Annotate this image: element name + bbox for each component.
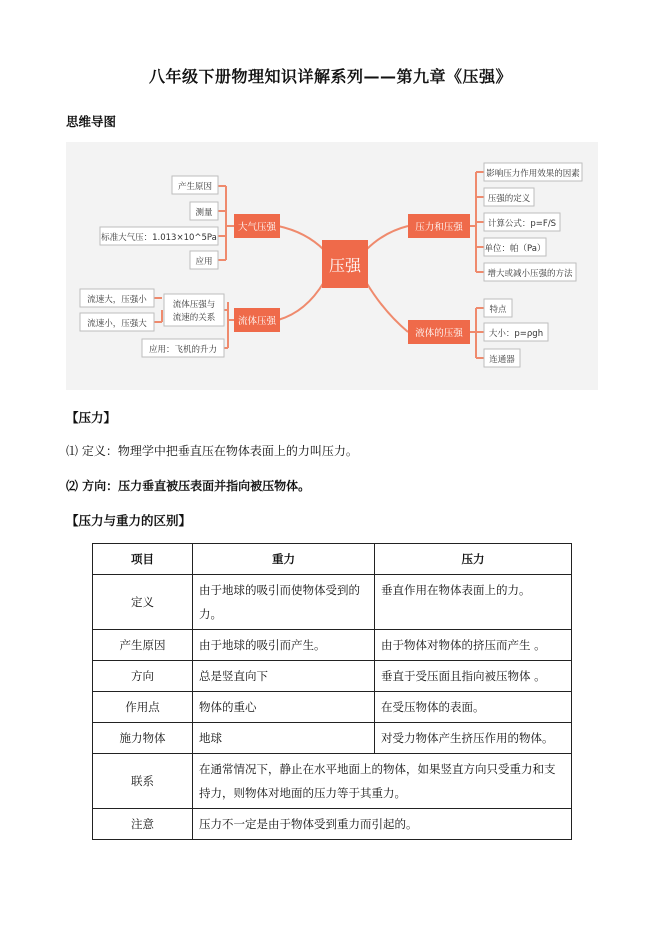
mindmap-heading: 思维导图: [66, 114, 117, 129]
header-item: 项目: [93, 544, 193, 575]
fluid-leaf: 流速大，压强小: [87, 295, 147, 305]
table-row: [93, 575, 572, 630]
row-label: 方向: [93, 661, 193, 692]
center-label: 压强: [328, 256, 362, 275]
header-pressure: 压力: [375, 544, 572, 575]
comparison-table: [92, 543, 572, 840]
row-label: 施力物体: [93, 723, 193, 754]
fluid-leaf: 流速小，压强大: [87, 319, 147, 329]
branch-pressure-label: 压力和压强: [415, 222, 463, 233]
fluid-sub-label: 流体压强与: [172, 300, 216, 310]
relation-cell: 在通常情况下，静止在水平地面上的物体，如果竖直方向只受重力和支持力，则物体对地面的压力等于其重力。: [193, 754, 572, 809]
gravity-cell: 总是竖直向下: [193, 661, 375, 692]
table-row: [93, 661, 572, 692]
connector-fluid: [278, 282, 324, 320]
gravity-cell: 物体的重心: [193, 692, 375, 723]
page-title: 八年级下册物理知识详解系列——第九章《压强》: [148, 67, 512, 86]
table-row: [93, 692, 572, 723]
section-diff-heading: 【压力与重力的区别】: [66, 513, 192, 528]
table-row: [93, 809, 572, 840]
branch-atmos-label: 大气压强: [237, 222, 277, 233]
definition-paragraph: ⑴ 定义：物理学中把垂直压在物体表面上的力叫压力。: [66, 444, 358, 458]
header-gravity: 重力: [193, 544, 375, 575]
section-pressure-heading: 【压力】: [66, 410, 117, 425]
pressure-cell: 垂直于受压面且指向被压物体 。: [375, 661, 572, 692]
gravity-cell: 由于地球的吸引而产生。: [193, 630, 375, 661]
row-label: 作用点: [93, 692, 193, 723]
connector-atmos: [278, 226, 324, 250]
branch-liquid-label: 液体的压强: [415, 328, 463, 339]
gravity-cell: 由于地球的吸引而使物体受到的力。: [193, 575, 375, 630]
fluid-sub-label: 流速的关系: [172, 313, 216, 323]
pressure-item: 计算公式：p=F/S: [487, 219, 557, 229]
fluid-app: 应用：飞机的升力: [148, 345, 218, 355]
row-label: 产生原因: [93, 630, 193, 661]
atmos-item: 应用: [195, 257, 213, 267]
gravity-cell: 地球: [193, 723, 375, 754]
table-row: [93, 723, 572, 754]
atmos-item: 测量: [195, 208, 213, 218]
row-label: 注意: [93, 809, 193, 840]
pressure-item: 压强的定义: [487, 194, 531, 204]
mind-map-diagram: [66, 142, 598, 390]
connector-liquid: [366, 282, 408, 332]
pressure-cell: 在受压物体的表面。: [375, 692, 572, 723]
table-header-row: [93, 544, 572, 575]
branch-fluid-label: 流体压强: [237, 316, 277, 327]
liquid-item: 特点: [489, 305, 507, 315]
row-label: 定义: [93, 575, 193, 630]
row-label: 联系: [93, 754, 193, 809]
direction-paragraph: ⑵ 方向：压力垂直被压表面并指向被压物体。: [66, 479, 311, 493]
atmos-item: 产生原因: [177, 182, 213, 192]
pressure-item: 增大或减小压强的方法: [487, 269, 573, 279]
pressure-cell: 对受力物体产生挤压作用的物体。: [375, 723, 572, 754]
pressure-cell: 垂直作用在物体表面上的力。: [375, 575, 572, 630]
connector-pressure: [366, 226, 408, 250]
pressure-cell: 由于物体对物体的挤压而产生 。: [375, 630, 572, 661]
atmos-item: 标准大气压：1.013×10^5Pa: [101, 233, 217, 243]
pressure-item: 单位：帕（Pa）: [484, 244, 546, 254]
note-cell: 压力不一定是由于物体受到重力而引起的。: [193, 809, 572, 840]
pressure-item: 影响压力作用效果的因素: [486, 169, 580, 179]
table-row: [93, 754, 572, 809]
liquid-item: 连通器: [489, 355, 515, 365]
liquid-item: 大小：p=ρgh: [488, 329, 544, 339]
table-row: [93, 630, 572, 661]
mind-map: [66, 142, 598, 390]
